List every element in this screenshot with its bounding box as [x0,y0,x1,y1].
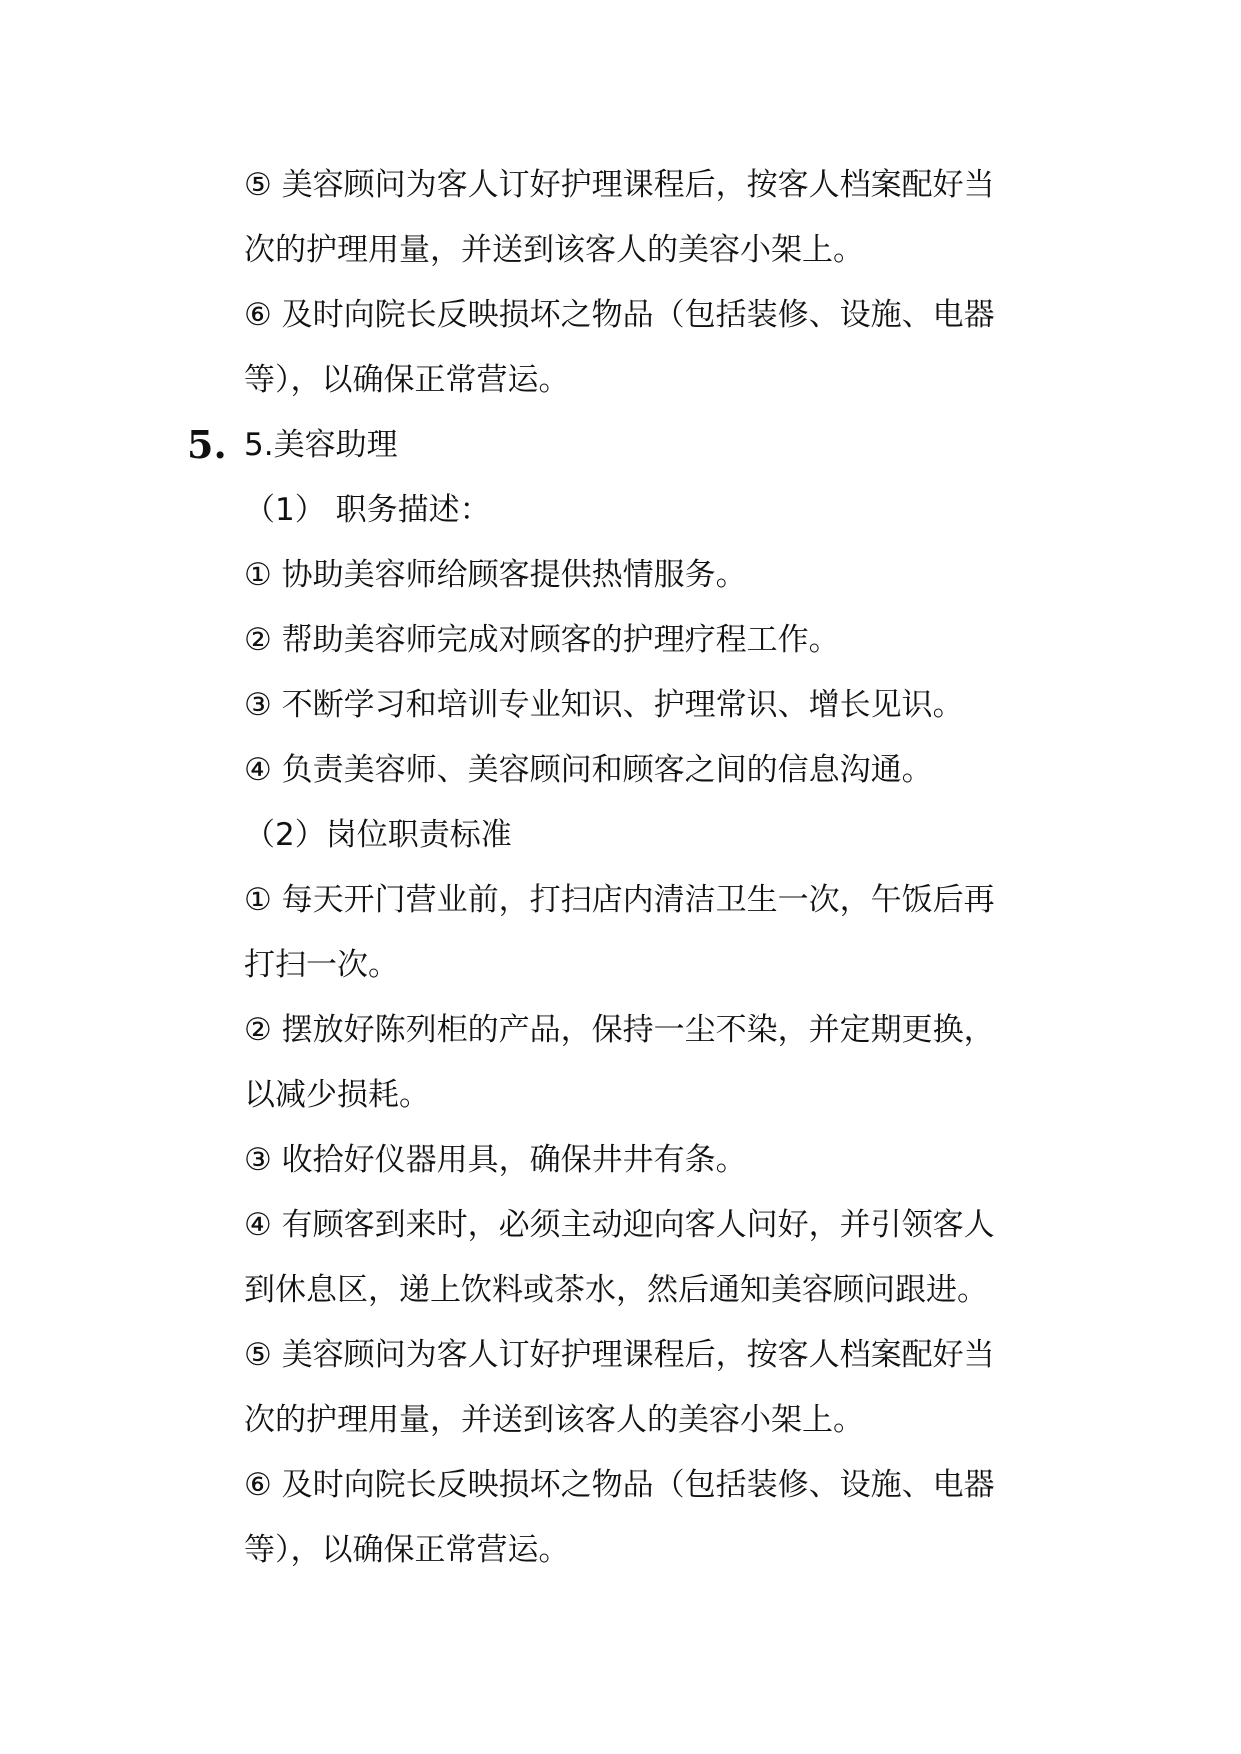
section-title: 5.美容助理 [244,427,398,463]
text-line: 等），以确保正常营运。 [244,1532,570,1568]
text-line: ⑤ 美容顾问为客人订好护理课程后，按客人档案配好当 [244,167,995,203]
text-line: ③ 收拾好仪器用具，确保井井有条。 [244,1142,747,1178]
subsection-heading: （1） 职务描述： [244,492,491,528]
text-line: ⑥ 及时向院长反映损坏之物品（包括装修、设施、电器 [244,1467,995,1503]
text-line: ⑤ 美容顾问为客人订好护理课程后，按客人档案配好当 [244,1337,995,1373]
text-line: ① 每天开门营业前，打扫店内清洁卫生一次，午饭后再 [244,882,995,918]
text-line: 等），以确保正常营运。 [244,362,570,398]
text-line: 以减少损耗。 [244,1077,430,1113]
text-line: ② 帮助美容师完成对顾客的护理疗程工作。 [244,622,840,658]
text-line: ④ 有顾客到来时，必须主动迎向客人问好，并引领客人 [244,1207,995,1243]
text-line: 次的护理用量，并送到该客人的美容小架上。 [244,1402,864,1438]
text-line: ③ 不断学习和培训专业知识、护理常识、增长见识。 [244,687,964,723]
section-number: 5. [187,422,227,467]
text-line: ① 协助美容师给顾客提供热情服务。 [244,557,747,593]
subsection-heading: （2）岗位职责标准 [244,817,512,853]
text-line: ④ 负责美容师、美容顾问和顾客之间的信息沟通。 [244,752,933,788]
text-line: 到休息区，递上饮料或茶水，然后通知美容顾问跟进。 [244,1272,988,1308]
text-line: ⑥ 及时向院长反映损坏之物品（包括装修、设施、电器 [244,297,995,333]
text-line: 次的护理用量，并送到该客人的美容小架上。 [244,232,864,268]
text-line: ② 摆放好陈列柜的产品，保持一尘不染，并定期更换， [244,1012,995,1048]
text-line: 打扫一次。 [244,947,399,983]
